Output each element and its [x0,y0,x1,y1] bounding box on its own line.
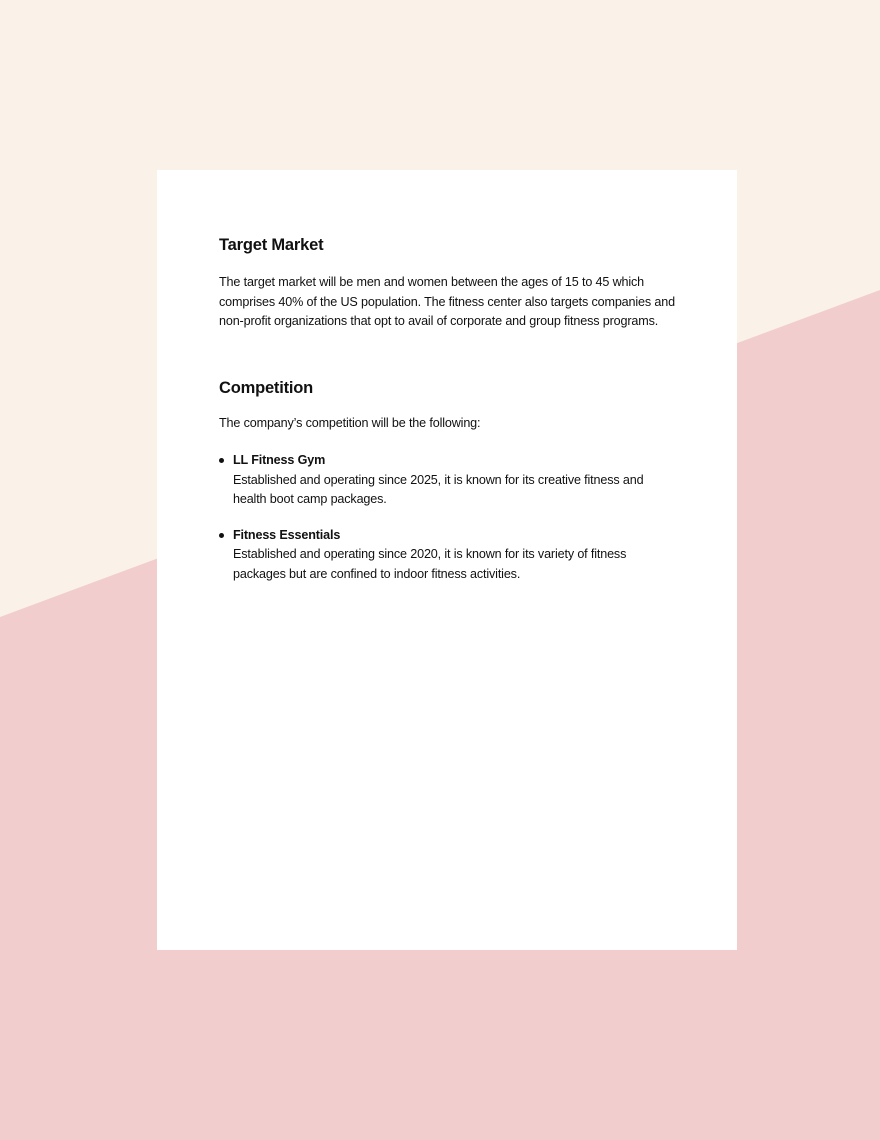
target-market-body: The target market will be men and women between the ages of 15 to 45 which comprises 40% of the US population. The fitness center also targets companies and non-profit organizations that opt to avail of corporate and group fitness programs. [219,275,675,328]
competition-intro: The company’s competition will be the following: [219,415,481,430]
target-market-heading: Target Market [219,236,324,254]
list-item [219,526,675,585]
document-content [219,236,675,600]
competitor-list [219,451,675,584]
document-page [157,170,737,950]
competitor-title: Fitness Essentials [233,527,341,542]
bullet-icon [219,533,224,538]
competition-heading: Competition [219,378,314,397]
competitor-description: Established and operating since 2020, it is known for its variety of fitness packages but are confined to indoor fitness activities. [233,547,627,581]
bullet-icon [219,458,224,463]
competitor-title: LL Fitness Gym [233,453,326,467]
list-item [219,451,675,510]
competitor-description: Established and operating since 2025, it is known for its creative fitness and health boot camp packages. [233,472,644,506]
